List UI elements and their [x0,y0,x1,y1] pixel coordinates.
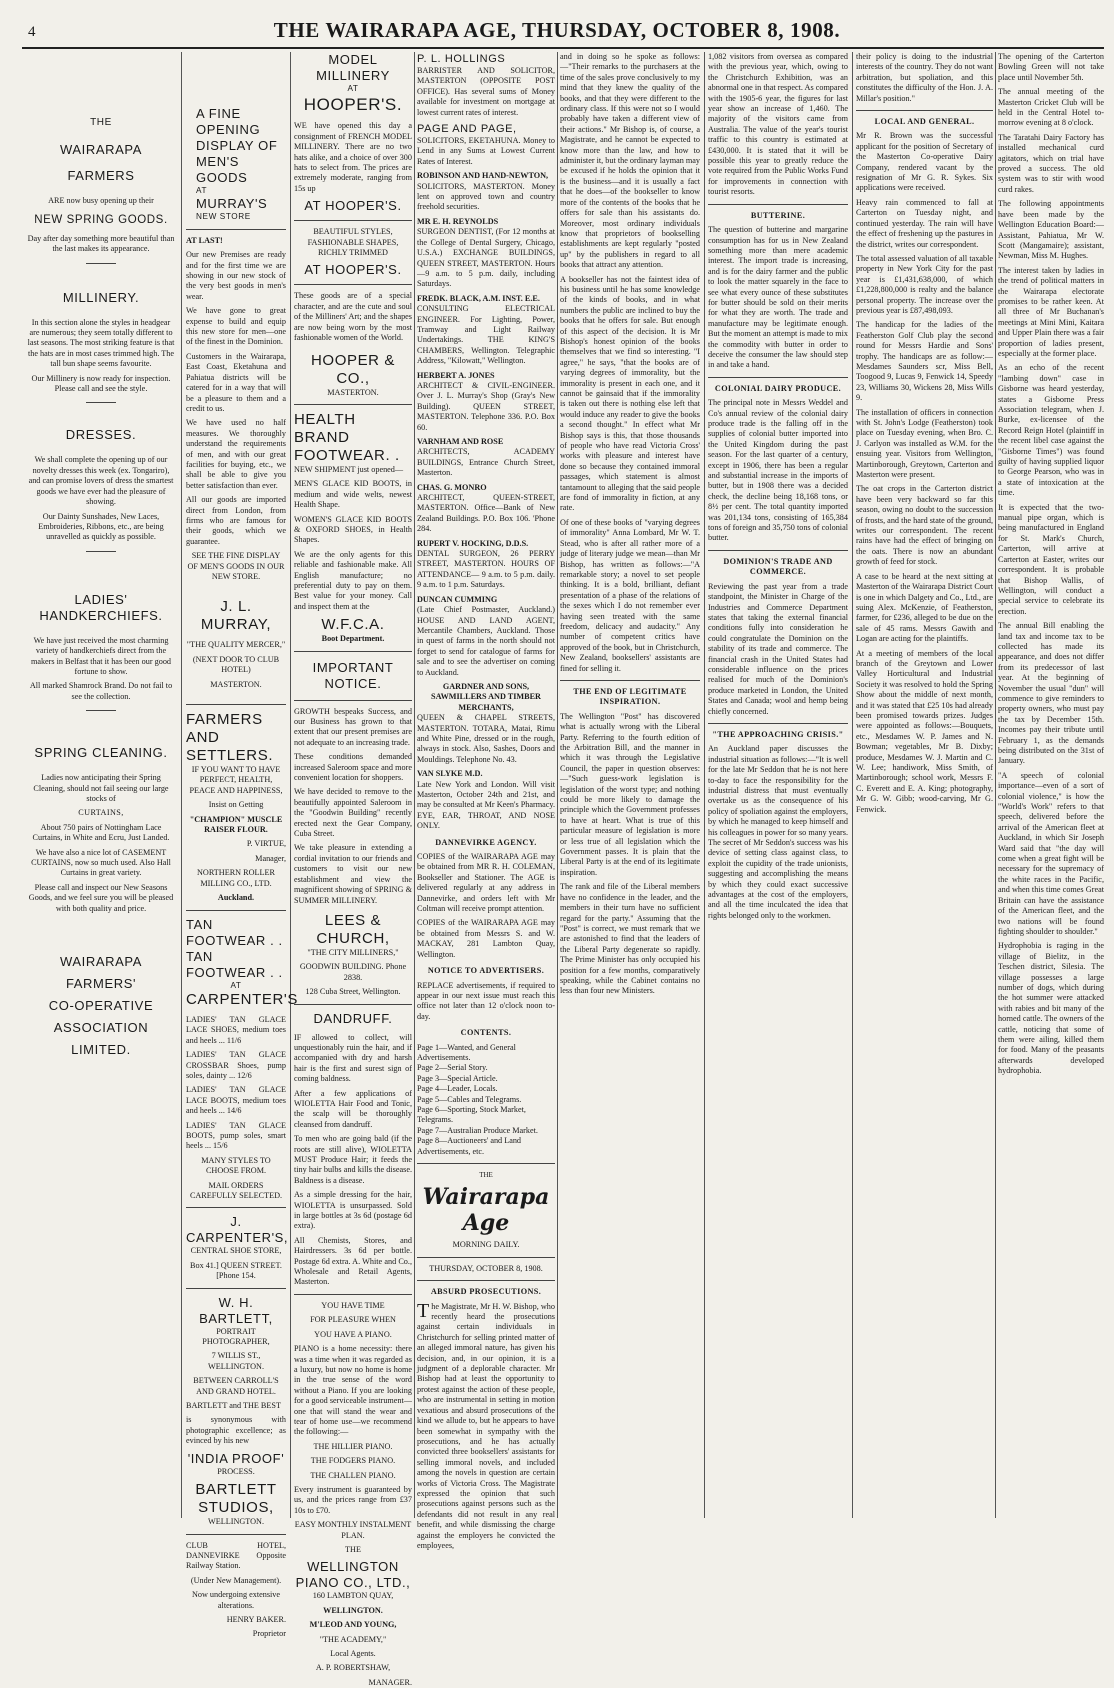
local-item: It is expected that the two-manual pipe organ, which is being manufactured in England for St. Mark's Church, Carterton, will arrive at Carterton at Easter, writes our correspondent. It is probable that Bishop Wallis, of Wellington, will conduct a special service to celebrate its erection. [998,502,1104,616]
ad-cuba: 128 Cuba Street, Wellington. [305,987,401,997]
ad-henry-baker: HENRY BAKER. [226,1614,286,1624]
card-jones-text: ARCHITECT & CIVIL-ENGINEER. Over J. L. Murray's Shop (Gray's New Building). QUEEN STREET, MASTERTON. Telephone 336. P.O. Box 60. [417,380,555,432]
ad-farmers-settlers: FARMERS AND SETTLERS. [186,711,274,765]
ad-dresses-text: We shall complete the opening up of our novelty dresses this week (ex. Tongariro), and can promise lovers of dress the smartest goods we have ever had the pleasure of showing. [28,455,174,507]
separator [708,377,848,378]
card-varnham-text: ARCHITECTS, ACADEMY BUILDINGS, Entrance Church Street, Masterton. [417,447,555,478]
column-local-general [856,52,993,1518]
column-divider [414,52,415,1518]
ad-imported-text: All our goods are imported direct from London, from firms who are famous for their goods, which we guarantee. [186,495,286,546]
local-general-heading: LOCAL AND GENERAL. [874,117,975,127]
ad-insist: Insist on Getting [208,800,264,810]
ad-hoopers: HOOPER'S. [303,95,403,115]
dominion-trade-text: Reviewing the past year from a trade standpoint, the Minister in Charge of the Industries and Commerce Department states that taking the external financial conditions fully into consideration he could congratulate the Dominion on the stability of its trade and commerce. The financial crash in the United States had considerable influence on the prices realised for much of the Dominion's produce marketed in London, the United States and Canada; wool and hemp being chiefly concerned. [708,581,848,716]
absurd-prosecutions-heading: ABSURD PROSECUTIONS. [430,1287,542,1297]
ad-assoc-wairarapa: WAIRARAPA [60,954,142,970]
ad-manager: MANAGER. [368,1677,412,1687]
card-reynolds-text: SURGEON DENTIST, (For 12 months at the College of Dental Surgery, Chicago, U.S.A.) EXCHANGE BUILDINGS, QUEEN STREET, MASTERTON. Hours—9 a.m. to 5 p.m. daily, including Saturdays. [417,227,555,289]
local-item: "A speech of colonial importance—even of a sort of colonial violence," is how the "World's Work" refers to that speech, delivered before the arrival of the American fleet at Auckland, in which Sir Joseph Ward said that "the day will come when a great fight will be necessary for the supremacy of the white races in the Pacific, and when this time comes Great Britain can have the assistance of the American fleet, and the two nations will be found fighting shoulder to shoulder." [998,770,1104,936]
local-item: Hydrophobia is raging in the village of Bielitz, in the Teschen district, Silesia. The village possesses a large number of dogs, which during the hot summer were attacked with rabies and bit many of the horned cattle. The owners of the cattle, noticing that some of them were ailing, killed them for food. Many of the peasants afterwards developed hydrophobia. [998,941,1104,1076]
ad-champion: "CHAMPION" MUSCLE RAISER FLOUR. [189,814,283,835]
ad-wellington-piano: WELLINGTON PIANO CO., LTD., [295,1559,411,1591]
column-divider [704,52,705,1518]
ad-curtains: CURTAINS, [78,808,124,818]
ad-masterton: MASTERTON. [327,387,379,397]
card-slyke-text: Late New York and London. Will visit Masterton, October 24th and 21st, and may be consulted at Mr Keen's Pharmacy. EYE, EAR, THROAT, AND NOSE ONLY. [417,779,555,831]
contents-item: Page 2—Serial Story. [417,1063,488,1073]
card-page: PAGE AND PAGE, [417,123,517,136]
end-of-inspiration-text: The Wellington "Post" has discovered what is actually wrong with the Liberal Party. Referring to the fourth edition of the Arbitration Bill, and the manner in which it was through the Legislative Council, the paper in question observes:—"Such guess-work legislation is legislation of the worst type; and nothing could be more likely to damage the principle which the Government professes to have at heart. What is true of this particular measure of legislation is more or less true of all legislation which the Government passes. It is plain that the Liberal Party is at the end of its legitimate inspiration. [560,711,700,877]
ad-at-hoopers-2: AT HOOPER'S. [304,262,402,278]
separator [294,700,412,701]
ad-time-1: YOU HAVE TIME [321,1300,385,1310]
ad-simple-text: As a simple dressing for the hair, WIOLETTA is unsurpassed. Sold in large bottles at 3s 6d (postage 6d extra). [294,1190,412,1231]
ad-virtue: P. VIRTUE, [246,839,286,849]
notice-advertisers-heading: NOTICE TO ADVERTISERS. [427,966,545,976]
ad-at-hoopers: AT HOOPER'S. [304,198,402,214]
ad-special-text: These goods are of a special character, and are the cute and soul of the Milliners' Art; and the shapes are now being worn by the most fashionable women of the World. [294,291,412,343]
ad-agents-text: We are the only agents for this reliable and fashionable make. All English manufacture; no preferential duty to pay on them. Best value for your money. Call and inspect them at the [294,549,412,611]
separator [294,284,412,285]
page-number: 4 [28,24,36,40]
dominion-trade-heading: DOMINION'S TRADE AND COMMERCE. [723,556,833,577]
ad-ladies-tan-3: LADIES' TAN GLACE LACE BOOTS, medium toes and heels ... 14/6 [186,1085,286,1116]
ad-guarantee: Every instrument is guaranteed by us, and the prices range from £37 10s to £70. [294,1484,412,1515]
ad-intro: ARE now busy opening up their [48,196,154,206]
card-hocking: RUPERT V. HOCKING, D.D.S. [417,538,529,548]
contents-item: Page 5—Cables and Telegrams. [417,1094,522,1104]
ad-local-agents: Local Agents. [330,1649,376,1659]
column-ads-3 [294,52,412,1687]
separator [294,404,412,405]
ad-premises-text: Our new Premises are ready and for the first time we are showing in our new stock of the very best goods in men's wear. [186,250,286,301]
ad-at-last: AT LAST! [186,235,223,245]
separator [186,1207,286,1208]
issue-date: THURSDAY, OCTOBER 8, 1908. [429,1263,543,1273]
ad-spring-goods: NEW SPRING GOODS. [34,213,168,226]
ad-alterations: Now undergoing extensive alterations. [191,1590,281,1610]
ad-jl-murray: J. L. MURRAY, [200,598,272,634]
ad-invitation-text: We take pleasure in extending a cordial invitation to our friends and customers to visit our new establishment and view the magnificent showing of SPRING & SUMMER MILLINERY. [294,843,412,905]
ad-assoc-cooperative: CO-OPERATIVE [48,998,154,1014]
card-cumming-text: (Late Chief Postmaster, Auckland.) HOUSE AND LAND AGENT, Mercantile Chambers, Auckland. Those in quest of farms in the north should not forget to send for catalogue of farms for sale and to see the advertiser on coming to Auckland. [417,605,555,677]
editorial-text-3: Of one of these books of "varying degrees of immorality" Anna Lombard, Mr W. T. Stead, who is after all rather more of a judge of literary judge we mean—than Mr Bishop, has written as follows:—"A remarkable story; a novel to set people thinking. It is a bold, brilliant, defiant presentation of a phase of the relations of the sexes which I do not remember ever having seen treated with the same freedom, delicacy and audacity." Any number of competent critics have approved of the book, but in Christchurch, New Zealand, booksellers' assistants are fined for selling it. [560,517,700,673]
separator [708,723,848,724]
ad-mens-glace: MEN'S GLACE KID BOOTS, in medium and wide welts, newest Health Shape. [294,479,412,510]
ad-at: AT [347,84,359,93]
card-cumming: DUNCAN CUMMING [417,594,498,604]
end-of-inspiration-heading: THE END OF LEGITIMATE INSPIRATION. [573,686,687,707]
local-item: The annual Bill enabling the land tax and income tax to be collected has made its appearance, and does not differ from its predecessor of last year. At the beginning of November the usual "dun" will commence to give reminders to property owners, who must pay the tax by December 15th. Incomes pay their tribute until February 1, as the demands being distributed on the 31st of January. [998,621,1104,766]
colonial-dairy-heading: COLONIAL DAIRY PRODUCE. [714,383,842,393]
ad-mleod: M'LEOD AND YOUNG, [309,1620,397,1630]
ad-needs-text: We have used no half measures. We thoroughly understand the requirements of men, and with our great facilities for buying, etc., we shall be able to give you better satisfaction than ever. [186,418,286,490]
absurd-prosecutions-text: The Magistrate, Mr H. W. Bishop, who recently heard the prosecutions against certain individuals in Christchurch for selling printed matter of an alleged immoral nature, has given his decision, and, in our opinion, it is a judgment of a deplorable character. Mr Bishop had at least the opportunity to protest against the action of these people, who are instrumental in setting in motion vexatious and absurd prosecutions of the kind we allude to, but he appears to have been somewhat in sympathy with the prosecutions, and he has actually convicted three booksellers' assistants for selling immoral novels, and included among the novels in question are certain works of Victoria Cross. The Magistrate expressed the opinion that such prosecutions against persons such as the defendants did not result in any real benefit, and while dismissing the charge against the employers he convicted the employees, [417,1299,555,1550]
ad-wioletta-text: After a few applications of WIOLETTA Hair Food and Tonic, the scalp will be thoroughly cleansed from dandruff. [294,1088,412,1129]
local-item: The annual meeting of the Masterton Cricket Club will be held in the Central Hotel to-morrow evening at 8 o'clock. [998,87,1104,128]
ad-portrait: PORTRAIT PHOTOGRAPHER, [202,1326,270,1347]
ad-synonym: is synonymous with photographic excellence; as evinced by his new [186,1415,286,1446]
ad-piano-text: PIANO is a home necessity: there was a time when it was regarded as a luxury, but now no home is home in the true sense of the word without a Piano. If you are looking for a good serviceable instrument—one that will stand the wear and tear of home use—we recommend the following:— [294,1344,412,1437]
ad-easy: EASY MONTHLY INSTALMENT PLAN. [294,1520,412,1540]
ad-casement-text: We have also a nice lot of CASEMENT CURTAINS, now so much used. Also Hall Curtains in great variety. [31,847,171,878]
ad-ladies-text: We have just received the most charming variety of handkerchiefs direct from the makers in Belfast that it has been our good fortune to show. [30,635,172,676]
ad-new-store: NEW STORE [196,212,251,222]
separator [708,204,848,205]
local-item: The handicap for the ladies of the Featherston Golf Club play the second round for Messrs Hardie and Sons' trophy. The handicaps are as follow:—Mesdames Saunders scr, Miss Bell, Toogood 9, Lucas 9, Fenwick 14, Speedy 23, Williams 30, Wickens 28, Miss Wills 9. [856,320,993,403]
ad-best: BARTLETT and THE BEST [186,1401,281,1411]
card-robinson: ROBINSON AND HAND-NEWTON, [417,171,549,181]
separator [186,1534,286,1535]
ad-whb: W. H. BARTLETT, [199,1294,273,1326]
ad-robertshaw: A. P. ROBERTSHAW, [315,1663,391,1673]
separator [86,710,116,711]
ad-goodwin: GOODWIN BUILDING. Phone 2838. [299,962,407,982]
ad-next-door: (NEXT DOOR TO CLUB HOTEL) [192,654,280,675]
dannevirke-agency-heading: DANNEVIRKE AGENCY. [435,837,537,847]
separator [417,1280,555,1281]
ad-ladies-tan-2: LADIES' TAN GLACE CROSSBAR Shoes, pump soles, dainty ... 12/6 [186,1050,286,1080]
ad-growth-text: GROWTH bespeaks Success, and our Business has grown to that extent that our present premises are not adequate to an increasing trade. [294,706,412,747]
ad-millinery-text2: Our Millinery is now ready for inspection. Please call and see the style. [31,373,171,394]
local-item: The oat crops in the Carterton district have been very backward so far this season, owing no doubt to the succession of frosts, and the hard state of the ground, writes our correspondent. The recent rains have had the effect of bringing on the oats. There is now an abundant growth of feed for stock. [856,484,993,567]
dannevirke-text: COPIES of the WAIRARAPA AGE may be obtained from MR R. H. COLEMAN, Bookseller and Stationer. The AGE is delivered regularly at any address in Dannevirke, and orders left with Mr Coltman will receive prompt attention. [417,852,555,914]
ad-masterton: MASTERTON. [210,679,262,689]
ad-health-brand: HEALTH BRAND FOOTWEAR. . [294,410,400,464]
separator [708,550,848,551]
ad-central-shoe: CENTRAL SHOE STORE, [190,1246,282,1256]
separator [417,1163,555,1164]
ad-the: THE [90,117,112,128]
card-gardner-text: QUEEN & CHAPEL STREETS, MASTERTON. TOTARA, Matai, Rimu and White Pine, dressed or in the rough, always in stock. Also, Sashes, Doors and Mouldings. Telephone No. 43. [417,713,555,764]
contents-item: Page 8—Auctioneers' and Land Advertisements, etc. [417,1136,522,1156]
ad-the: THE [345,1545,361,1554]
separator [417,1257,555,1258]
ad-customers-text: Customers in the Wairarapa, East Coast, Eketahuna and Pahiatua districts will be catered for in a way that will be a pleasure to them and a credit to us. [186,351,286,413]
ad-millinery-text: In this section alone the styles in headgear are numerous; they seem totally different to last seasons. The most striking feature is that the hats are in most cases trimmed high. The tall bun shape seems favourite. [27,317,175,369]
separator [186,910,286,911]
masthead-rule [22,47,1104,49]
ad-millinery: MILLINERY. [62,289,140,305]
column-divider [181,52,182,1518]
ad-at: AT [196,186,208,195]
ad-wairarapa: WAIRARAPA [60,142,142,158]
ad-wellington: WELLINGTON. [207,1517,264,1527]
card-hollings-text: BARRISTER AND SOLICITOR, MASTERTON (OPPOSITE POST OFFICE). Has several sums of Money available for investment on mortgage at lowest current rates of interest. [417,66,555,117]
ad-model-text: WE have opened this day a consignment of FRENCH MODEL MILLINERY. There are no two hats alike, and a choice of over 300 hats to select from. The prices are extremely moderate, ranging from 15s up [294,121,412,193]
ad-process: PROCESS. [217,1466,255,1476]
separator [294,1294,412,1295]
contents-list [417,1043,555,1157]
ad-mail-orders: MAIL ORDERS CAREFULLY SELECTED. [189,1180,283,1200]
ad-see-display: SEE THE FINE DISPLAY OF MEN'S GOODS IN OUR NEW STORE. [187,551,285,581]
column-divider [290,52,291,1518]
ad-fine-display: A FINE OPENING DISPLAY OF [196,106,278,153]
local-item: At a meeting of members of the local branch of the Greytown and Lower Valley Horticultural and Industrial Society it was resolved to hold the Spring Show about the middle of next month, and it was stated that £25 10s had already been promised towards prizes. Judges were appointed as follows:—Bouquets, etc., Mesdames W. P. James and N. Bowman; vegetables, Mr B. Dixby; produce, Mesdames W. J. Martin and C. W. Lee; handiwork, Miss Smith, of Martinborough; school work, Messrs F. C. Everett and E. A. King; photography, Mr G. W. Gibb; wood-carving, Mr G. Fenwick. [856,648,993,814]
card-robinson-text: SOLICITORS, MASTERTON. Money lent on approved town and country freehold securities. [417,181,555,212]
card-page-text: SOLICITORS, EKETAHUNA. Money to Lend in any Sums at Lowest Current Rates of Interest. [417,136,555,166]
ad-j-carpenters: J. CARPENTER'S, [186,1214,289,1246]
morning-daily: MORNING DAILY. [452,1240,520,1250]
ad-time-3: YOU HAVE A PIANO. [314,1329,392,1339]
ad-want-bread: IF YOU WANT TO HAVE PERFECT, HEALTH, PEACE AND HAPPINESS, [189,765,283,795]
ad-tan1: TAN FOOTWEAR . . [186,916,283,948]
separator [294,220,412,221]
ad-many-styles: MANY STYLES TO CHOOSE FROM. [201,1155,271,1176]
butterine-heading: BUTTERINE. [750,210,806,220]
column-divider [995,52,996,1518]
ad-ladies-text2: All marked Shamrock Brand. Do not fail to see the collection. [29,681,173,701]
ad-virtue-manager: Manager, [255,853,286,863]
ad-farmers: FARMERS [67,168,135,184]
column-articles [708,52,848,1518]
column-ads-2 [186,52,298,1639]
newspaper-logo: Wairarapa Age [422,1184,550,1237]
separator [86,402,116,403]
separator [856,110,993,111]
separator [294,651,412,652]
end-of-inspiration-text-2: The rank and file of the Liberal members have no confidence in the leader, and the members in their turn have no sufficient regard for the party." Assuming that the "Post" is correct, we must remark that we are astonished to find that the leaders of the Liberal Party degenerate so rapidly. The Prime Minister has only occupied his position for a few months, comparatively speaking, while the Cabinet contains no less than four new Ministers. [560,882,700,996]
card-gardner: GARDNER AND SONS, SAWMILLERS AND TIMBER MERCHANTS, [431,681,541,712]
contents-heading: CONTENTS. [460,1028,512,1038]
card-reynolds: MR E. H. REYNOLDS [417,216,499,226]
ad-assoc-farmers: FARMERS' [65,976,137,992]
ad-assoc-limited: LIMITED. [71,1042,131,1058]
ad-academy: "THE ACADEMY," [319,1634,387,1644]
masthead-title: THE WAIRARAPA AGE, THURSDAY, OCTOBER 8, 1908. [273,18,841,42]
ad-dandruff: DANDRUFF. [313,1010,393,1026]
ad-ladies-tan-4: LADIES' TAN GLACE BOOTS, pump soles, smart heels ... 15/6 [186,1120,286,1151]
column-farmers-ad [26,52,176,1518]
ad-hillier: THE HILLIER PIANO. [313,1441,393,1451]
card-hollings: P. L. HOLLINGS [417,53,506,65]
local-item: The installation of officers in connection with St. John's Lodge (Featherston) took place on Tuesday evening, when Bro. C. J. Carlyon was installed as W.M. for the ensuing year. Visitors from Wellington, Martinborough, Greytown, Carterton and Masterton were present. [856,407,993,480]
policy-text: their policy is doing to the industrial interests of the country. They do not want arbitration, but spoliation, and this constitutes the difficulty of the Hon. J. A. Millar's position." [856,52,993,103]
card-monro: CHAS. G. MONRO [417,482,487,492]
local-item: The total assessed valuation of all taxable property in New York City for the past year is £1,431,638,000, of which £1,228,800,000 is realty and the balance personal property. The increase over the previous year is £87,498,093. [856,253,993,315]
local-item: The interest taken by ladies in the trend of political matters in the Wairarapa electorate promises to be rather keen. At all three of Mr Buchanan's meetings at Mini Mini, Kaitara and Upper Plain there was a fair proportion of ladies present, especially at the former place. [998,265,1104,358]
ad-men-text: To men who are going bald (if the roots are still alive), WIOLETTA MUST Produce Hair; it feeds the tiny hair bulbs and kills the disease. Baldness is a disease. [294,1134,412,1185]
colonial-dairy-text: The principal note in Messrs Weddel and Co's annual review of the colonial dairy produce trade is the falling off in the supplies of colonial butter imported into the United Kingdom during the past season. For the last quarter of a century, except in 1906, there has been a regular and substantial increase in the imports of butter, but in 1908 there was a decided check, the decline being 18,168 tons, or 8½ per cent. The total quantity imported was 201,134 tons, consisting of 165,384 tons of foreign and 35,750 tons of colonial butter. [708,398,848,543]
approaching-crisis-text: An Auckland paper discusses the industrial situation as follows:—"It is well for the late Mr Seddon that he is not here to-day to face the responsibility for the industrial distress that must eventually overtake us as the consequence of his policy of spoliation against the employers, by which he managed to keep himself and his colleagues in power for so many years. The secret of Mr Seddon's success was his device of setting class against class, to exploit the cupidity of the trade unionists, suggesting and accomplishing the means by which they could exact successive advantages at the cost of the employers, and all the time inculcated the idea that rights belonged only to the workmen. [708,744,848,920]
card-varnham: VARNHAM AND ROSE [417,437,504,446]
card-monro-text: ARCHITECT, QUEEN-STREET, MASTERTON. Office—Bank of New Zealand Buildings. P.O. Box 106. 'Phone 284. [417,493,555,534]
ad-ladies-handkerchiefs: LADIES' HANDKERCHIEFS. [39,591,163,623]
ad-curtains-text: About 750 pairs of Nottingham Lace Curtains, in White and Ecru, Just Landed. [32,822,170,843]
ad-wfca: W.F.C.A. [321,616,385,634]
ad-willis: 7 WILLIS ST., WELLINGTON. [207,1351,264,1371]
ad-removed-text: We have decided to remove to the beautifully appointed Saleroom in the "Goodwin Building" recently erected next the Gear Company, Cuba Street. [294,787,412,839]
separator [560,680,700,681]
ad-studios: STUDIOS, [198,1499,274,1517]
notice-advertisers-text: REPLACE advertisements, if required to appear in our next issue must reach this office not later than 12 o'clock noon to-day. [417,980,555,1021]
ad-box: Box 41.] QUEEN STREET. [Phone 154. [190,1260,282,1281]
card-slyke: VAN SLYKE M.D. [417,769,483,779]
ad-spring-text: Day after day something more beautiful than the last makes its appearance. [27,233,175,254]
ad-murrays: MURRAY'S [196,196,268,212]
column-local-general-2 [998,52,1104,1518]
card-jones: HERBERT A. JONES [417,370,495,380]
ad-hooper-co: HOOPER & CO., [311,351,395,387]
ad-india-proof: 'INDIA PROOF' [187,1450,285,1466]
ad-assoc-association: ASSOCIATION [53,1020,149,1036]
local-item: The Taratahi Dairy Factory has installed mechanical curd agitators, which on trial have proved a success. The old system was to stir with wood curd rakes. [998,132,1104,194]
ad-northern: NORTHERN ROLLER MILLING CO., LTD. [197,868,275,888]
local-item: Heavy rain commenced to fall at Carterton on Tuesday night, and continued yesterday. The rain will have the effect of freshening up the pastures in the district, writes our correspondent. [856,197,993,249]
ad-carpenters: CARPENTER'S [186,990,298,1008]
ad-womens-glace: WOMEN'S GLACE KID BOOTS & OXFORD SHOES, in Health Shapes. [294,514,412,545]
ad-shipment: NEW SHIPMENT just opened— [294,464,404,474]
card-black-text: CONSULTING ELECTRICAL ENGINEER. For Lighting, Power, Tramway and Light Railway Undertakings. THE KING'S CHAMBERS, Wellington. Telegraphic Address, "Kilowatt," Wellington. [417,304,555,366]
contents-item: Page 1—Wanted, and General Advertisements. [417,1042,516,1062]
ad-city-milliners: "THE CITY MILLINERS," [307,947,399,957]
contents-item: Page 4—Leader, Locals. [417,1084,498,1094]
ad-between: BETWEEN CARROLL'S AND GRAND HOTEL. [193,1376,279,1396]
ad-tan2: TAN FOOTWEAR . . [186,948,283,980]
local-item: Mr R. Brown was the successful applicant for the position of Secretary of the Masterton Co-operative Dairy Company, rendered vacant by the resignation of Mr G. R. Sykes. Six applications were received. [856,131,993,193]
ad-at2: AT [230,980,242,990]
ad-beautiful-styles: BEAUTIFUL STYLES, FASHIONABLE SHAPES, RICHLY TRIMMED [307,227,399,258]
flag-the: THE [479,1171,493,1179]
column-editorial [560,52,700,1518]
column-professional-cards [417,52,555,1550]
separator [86,551,116,552]
ad-model-millinery: MODEL MILLINERY [316,52,390,83]
local-item: A case to be heard at the next sitting at Masterton of the Wairarapa District Court is one in which Dalgety and Co., Ltd., are suing Alex. McKenzie, of Featherston, farmer, for £236, alleged to be due on the sale of 45 rams. Messrs Gawith and Logan are acting for the plaintiffs. [856,571,993,644]
separator [186,1288,286,1289]
visitors-text: 1,082 visitors from oversea as compared with the previous year, which, owing to the Christchurch Exhibition, was an abnormal one in that respect. As compared with the 1905-6 year, the figures for last year show an increase of 1,460. The majority of the visitors came from Australia. The value of the year's tourist traffic to this country is estimated at £430,000. It is stated that it will be possible this year to greatly reduce the vote required from the Public Works Fund for improvements in connection with tourist resorts. [708,52,848,197]
ad-conditions-text: These conditions demanded increased Saleroom space and more convenient location for shoppers. [294,752,412,783]
column-divider [557,52,558,1518]
ad-proprietor: Proprietor [252,1629,286,1639]
contents-item: Page 3—Special Article. [417,1073,498,1083]
editorial-text-2: A bookseller has not the faintest idea of his business until he has some knowledge of the kinds of books, and in what numbers the public are inclined to buy the books that he offers for sale. But enough of this aspect of the decision. It is Mr Bishop's honest opinion of the books themselves that we find so interesting. "I agree," he says, "that the books are of varying degrees of immorality, but the immorality is present in each one, and it cannot be gainsaid that if the immorality is taken out there is nothing else left that would induce any reader to give the books a second thought." In effect what Mr Bishop says is this, that those thousands of people who have read Victoria Cross' works with pleasure and interest have done so because they contained immoral passages, which statement is almost tantamount to alleging that the said people are fond of immorality in fiction, at any rate. [560,274,700,513]
column-divider [852,52,853,1518]
card-black: FREDK. BLACK, A.M. INST. E.E. [417,293,540,303]
mackay-text: COPIES of the WAIRARAPA AGE may be obtained from Messrs S. and W. MACKAY, 281 Lambton Quay, Wellington. [417,918,555,959]
card-hocking-text: DENTAL SURGEON, 26 PERRY STREET, MASTERTON. HOURS OF ATTENDANCE— 9 a.m. to 5 p.m. daily. 9 a.m. to 1 p.m. Saturdays. [417,549,555,590]
ad-piano-wellington: WELLINGTON. [323,1605,383,1615]
local-item: The opening of the Carterton Bowling Green will not take place until November 5th. [998,52,1104,82]
ad-expense-text: We have gone to great expense to build and equip this new store for men—one of the finest in the Dominion. [186,306,286,347]
ad-chemists-text: All Chemists, Stores, and Hairdressers. 3s 6d per bottle. Postage 6d extra. A. White and Co., Wholesale and Retail Agents, Masterton. [294,1235,412,1287]
local-item: As an echo of the recent "lambing down" case in Gisborne was heard yesterday, states a Gisborne Press Association telegram, when J. Burke, ex-licensee of the Record Reign Hotel (plaintiff in the recent libel case against the "Gisborne Times") was found guilty of having supplied liquor to George Pearson, who was in a state of intoxication at the time. [998,363,1104,498]
ad-fodgers: THE FODGERS PIANO. [310,1456,396,1466]
separator [186,229,286,230]
ad-quality-mercer: "THE QUALITY MERCER," [186,640,286,650]
ad-lees-church: LEES & CHURCH, [316,911,390,947]
ad-dresses-text2: Our Dainty Sunshades, New Laces, Embroideries, Ribbons, etc., are being unravelled as quickly as possible. [38,511,164,542]
approaching-crisis-heading: "THE APPROACHING CRISIS." [712,729,844,739]
ad-ladies-tan-1: LADIES' TAN GLACE LACE SHOES, medium toes and heels ... 11/6 [186,1014,286,1045]
separator [86,263,116,264]
ad-spring-cleaning: SPRING CLEANING. [34,745,168,761]
ad-club-hotel: CLUB HOTEL, DANNEVIRKE Opposite Railway Station. [186,1540,286,1571]
ad-bartlett: BARTLETT [195,1481,277,1499]
ad-dresses: DRESSES. [65,427,137,443]
ad-mens-goods: MEN'S GOODS [196,154,248,185]
ad-cleaning-text: Ladies now anticipating their Spring Cleaning, should not fail seeing our large stocks of [33,773,169,803]
editorial-text-1: and in doing so he spoke as follows:—"Their remarks to the purchasers at the time of the sales prove conclusively to my mind that they knew the quality of the books, and that they were different to the ordinary class. If this were not so I would probably have taken a different view of their actions." Mr Bishop is, of course, a Magistrate, and he cannot be expected to know more than the law, and how to administer it, but the ordinary layman may be excused if he holds the opinion that it is the business—and it is usually a fact that he does—of the bookseller to know more of the contents of the books that he offers for sale than his assistants do. Moreover, most ordinary individuals know that proprietors of bookselling establishments are kept regularly "posted up" by the publishers in regard to all books that attract any attention. [560,52,700,270]
butterine-text: The question of butterine and margarine consumption has for us in New Zealand something more than mere academic interest. The import trade is increasing, and is for the dairy farmer and the public to look the matter squarely in the face to see what every ounce of these substitutes for butter should be sold on their merits for what they are worth. The trade and manufacture may be legitimate enough. But the moment an attempt is made to mix the commodity with butter in order to deceive the consumer the law should step in and take a hand. [708,225,848,370]
ad-lambton: 160 LAMBTON QUAY, [312,1591,394,1601]
ad-important-notice: IMPORTANT NOTICE. [312,659,394,691]
ad-under-management: (Under New Management). [190,1575,282,1585]
ad-inspect-text: Please call and inspect our New Seasons Goods, and we feel sure you will be pleased with both quality and price. [28,882,174,913]
contents-item: Page 6—Sporting, Stock Market, Telegrams. [417,1104,526,1125]
ad-auckland: Auckland. [217,893,255,903]
contents-item: Page 7—Australian Produce Market. [417,1125,538,1135]
ad-dandruff-text: IF allowed to collect, will unquestionably ruin the hair, and if accompanied with dry and harsh hair is the first and surest sign of coming baldness. [294,1032,412,1084]
masthead [0,18,1114,44]
separator [186,704,286,705]
ad-challen: THE CHALLEN PIANO. [310,1470,396,1480]
local-item: The following appointments have been made by the Wellington Education Board:—Assistant, Pahiatua, Mr W. Scott (Mangamaire); assistant, Newman, Miss M. Hughes. [998,199,1104,261]
separator [294,1004,412,1005]
ad-time-2: FOR PLEASURE WHEN [310,1315,396,1325]
ad-boot-department: Boot Department. [321,634,385,644]
